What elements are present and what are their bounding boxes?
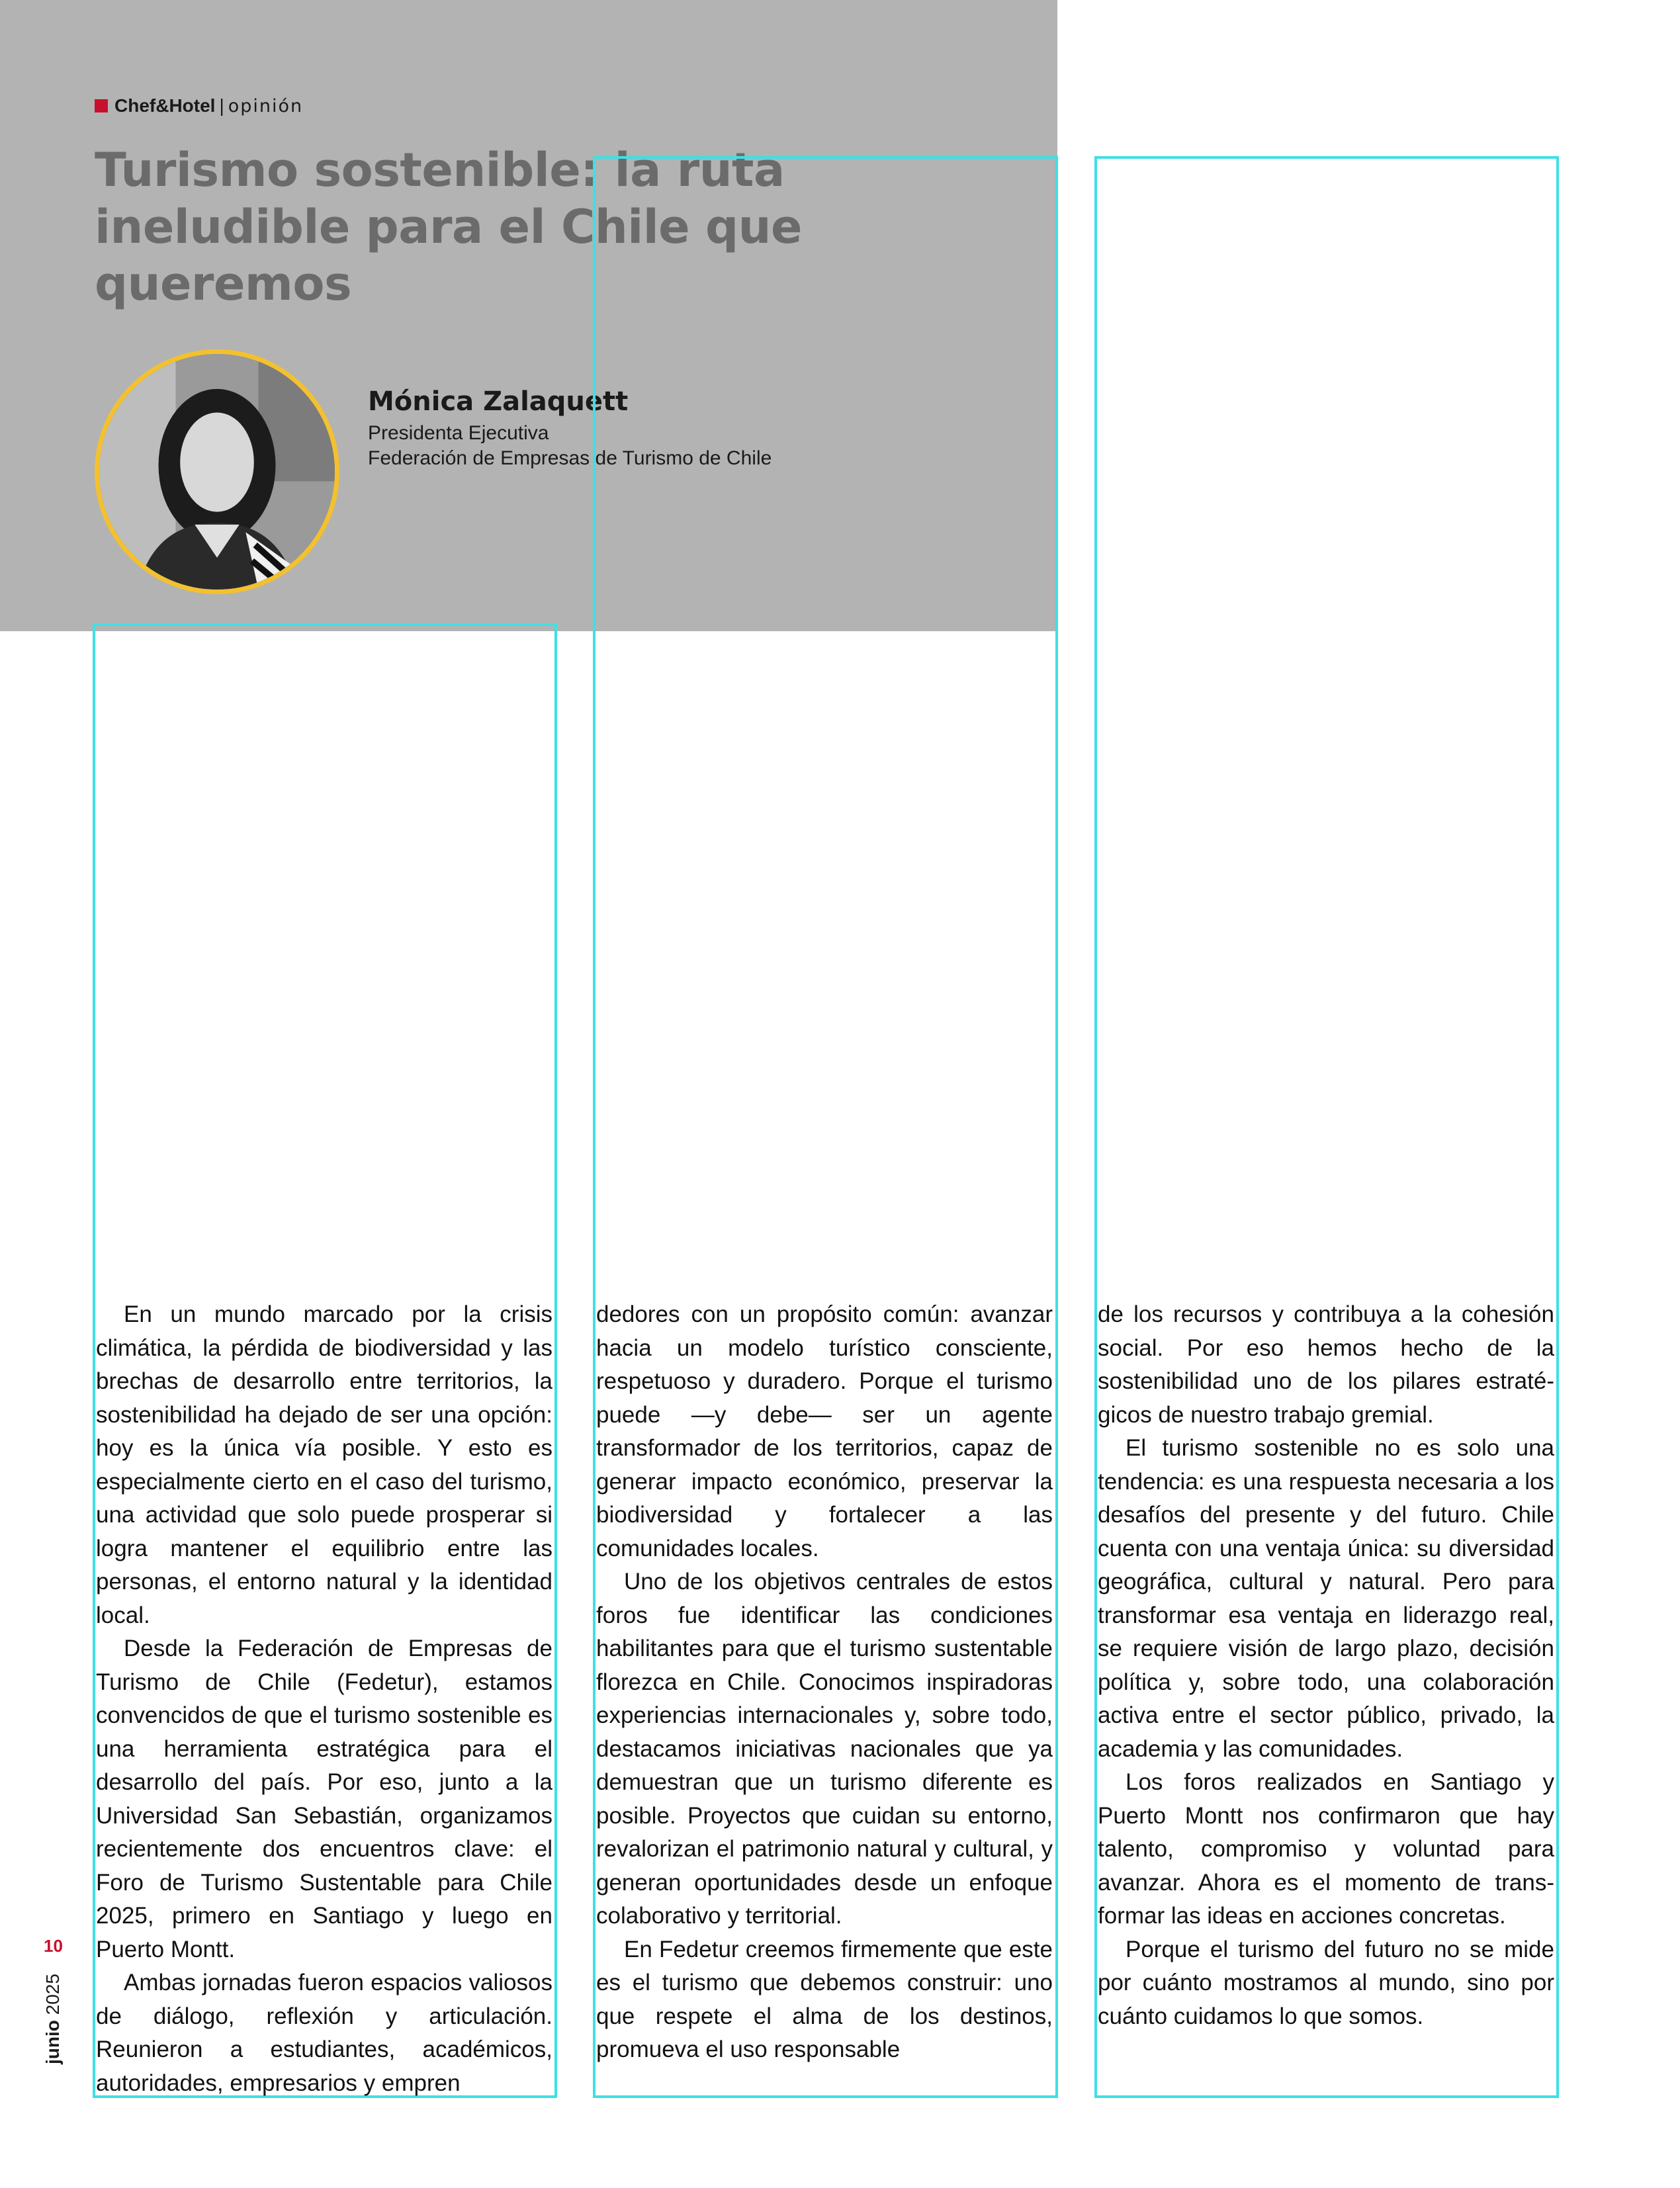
author-avatar [95, 349, 339, 594]
article-paragraph: En un mundo marcado por la crisis climática, la pérdida de biodiversidad y las brechas de desarrollo entre territorios, la sostenibilidad ha dejado de ser una opción: hoy es la única vía posible. Y esto es especialmente cierto en el caso del turismo, una actividad que solo puede prosperar si logra mantener el equilibrio entre las personas, el entorno natural y la identidad local. [96, 1301, 553, 1628]
article-paragraph: Desde la Federación de Empresas de Turismo de Chile (Fedetur), estamos convencidos de que el turismo sostenible es una herramienta estratégica para el desarrollo del país. Por eso, junto a la Universidad San Sebastián, organizamos recientemente dos encuentros clave: el Foro de Turismo Sustentable para Chile 2025, primero en Santiago y luego en Puerto Montt. [96, 1636, 553, 1962]
article-paragraph: de los recursos y contribuya a la cohesión social. Por eso hemos hecho de la sostenibilidad uno de los pilares estratégicos de nuestro trabajo gremial. [1098, 1301, 1554, 1428]
author-organization: Federación de Empresas de Turismo de Chile [368, 447, 772, 469]
article-paragraph: Ambas jornadas fueron espacios valiosos de diálogo, reflexión y articulación. Reunieron a estudiantes, académicos, autoridades, empresarios y empren [96, 1970, 553, 2096]
author-role: Presidenta Ejecutiva [368, 422, 549, 444]
issue-year: 2025 [42, 1974, 63, 2015]
page-number: 10 [44, 1936, 63, 1956]
issue-date [42, 1974, 64, 2064]
section-tag [95, 95, 303, 116]
article-paragraph: Los foros realizados en Santiago y Puerto Montt nos confirmaron que hay talento, compromiso y voluntad para avanzar. Ahora es el momento de transformar las ideas en acciones concretas. [1098, 1769, 1554, 1929]
article-paragraph: El turismo sostenible no es solo una tendencia: es una respuesta necesaria a los desafíos del presente y del futuro. Chile cuenta con una ventaja única: su diversidad geográfica, cultural y natural. Pero para transformar esa ventaja en liderazgo real, se requiere visión de largo plazo, decisión política y, sobre todo, una colaboración activa entre el sector público, privado, la academia y las comunidades. [1098, 1435, 1554, 1762]
article-paragraph: Uno de los objetivos centrales de estos foros fue identificar las condiciones habilitantes para que el turismo sustentable florezca en Chile. Conocimos inspiradoras experiencias internacionales y, sobre todo, destacamos iniciativas nacionales que ya demuestran que un turismo diferente es posible. Proyectos que cuidan su entorno, revalorizan el patrimonio natural y cultural, y generan oportunidades desde un enfoque colaborativo y territorial. [596, 1569, 1053, 1929]
article-title: Turismo sostenible: la ruta ineludible para el Chile que queremos [95, 143, 802, 311]
brand-square-icon [95, 99, 108, 112]
article-paragraph: dedores con un propósito común: avanzar hacia un modelo turístico consciente, respetuoso y duradero. Porque el turismo puede —y debe— ser un agente transformador de los territorios, capaz de generar impacto económico, preservar la biodiversidad y fortalecer a las comunidades locales. [596, 1301, 1053, 1561]
issue-month: junio [42, 2020, 63, 2064]
tag-separator: | [219, 95, 224, 116]
section-name: opinión [228, 95, 304, 116]
author-portrait-icon [99, 354, 335, 590]
article-column-2 [596, 1298, 1053, 2067]
article-column-1 [96, 1298, 553, 2100]
author-name: Mónica Zalaquett [368, 386, 629, 417]
article-column-3 [1098, 1298, 1554, 2033]
article-paragraph: En Fedetur creemos firmemente que este es el turismo que debemos construir: uno que respete el alma de los destinos, promueva el uso responsable [596, 1936, 1053, 2062]
brand-name: Chef&Hotel [114, 95, 216, 116]
article-paragraph: Porque el turismo del futuro no se mide por cuánto mostramos al mundo, sino por cuánto cuidamos lo que somos. [1098, 1936, 1554, 2029]
